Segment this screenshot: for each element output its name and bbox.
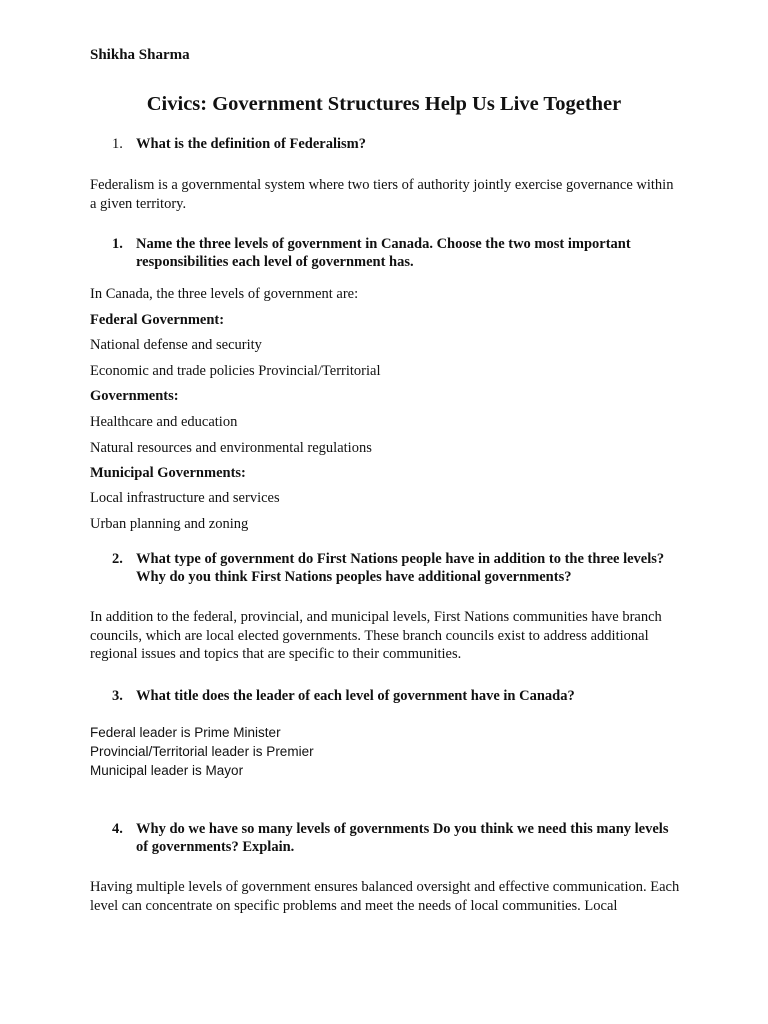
question-5: [112, 820, 672, 856]
question-number: 4.: [112, 821, 123, 837]
leader-answer: Municipal leader is Mayor: [90, 763, 244, 778]
municipal-heading: Municipal Governments:: [90, 465, 246, 481]
provincial-item: Healthcare and education: [90, 414, 238, 430]
federal-item: Economic and trade policies Provincial/Territorial: [90, 363, 381, 379]
answer-5: Having multiple levels of government ensures balanced oversight and effective communication. Each level can concentrate on specific problems and meet the needs of local communities. Local: [90, 879, 680, 914]
municipal-item: Local infrastructure and services: [90, 490, 280, 506]
leader-answer: Provincial/Territorial leader is Premier: [90, 744, 314, 759]
question-text: What title does the leader of each level of government have in Canada?: [136, 688, 575, 704]
provincial-heading: Governments:: [90, 388, 179, 404]
question-number: 2.: [112, 551, 123, 567]
question-text: Why do we have so many levels of governments Do you think we need this many levels of governments? Explain.: [136, 821, 669, 855]
question-1: [112, 135, 672, 153]
question-text: What is the definition of Federalism?: [136, 136, 366, 152]
federal-item: National defense and security: [90, 337, 262, 353]
question-4: [112, 687, 672, 705]
municipal-item: Urban planning and zoning: [90, 516, 249, 532]
federal-heading: Federal Government:: [90, 312, 225, 328]
question-3: [112, 550, 672, 586]
provincial-item: Natural resources and environmental regulations: [90, 440, 372, 456]
question-number: 1.: [112, 136, 123, 152]
document-title: Civics: Government Structures Help Us Live Together: [146, 93, 622, 115]
question-number: 3.: [112, 688, 123, 704]
question-number: 1.: [112, 236, 123, 252]
author-name: Shikha Sharma: [90, 47, 190, 63]
question-text: What type of government do First Nations people have in addition to the three levels? Why do you think First Nations peoples have additional governments?: [136, 551, 665, 585]
leader-answer: Federal leader is Prime Minister: [90, 725, 281, 740]
answer-3: In addition to the federal, provincial, and municipal levels, First Nations communities have branch councils, which are local elected governments. These branch councils exist to address additional regional issues and topics that are specific to their communities.: [90, 609, 662, 662]
question-2: [112, 235, 672, 271]
answer-1: Federalism is a governmental system where two tiers of authority jointly exercise governance within a given territory.: [90, 177, 674, 212]
question-text: Name the three levels of government in Canada. Choose the two most important responsibilities each level of government has.: [136, 236, 631, 270]
answer-2-intro: In Canada, the three levels of government are:: [90, 286, 359, 302]
